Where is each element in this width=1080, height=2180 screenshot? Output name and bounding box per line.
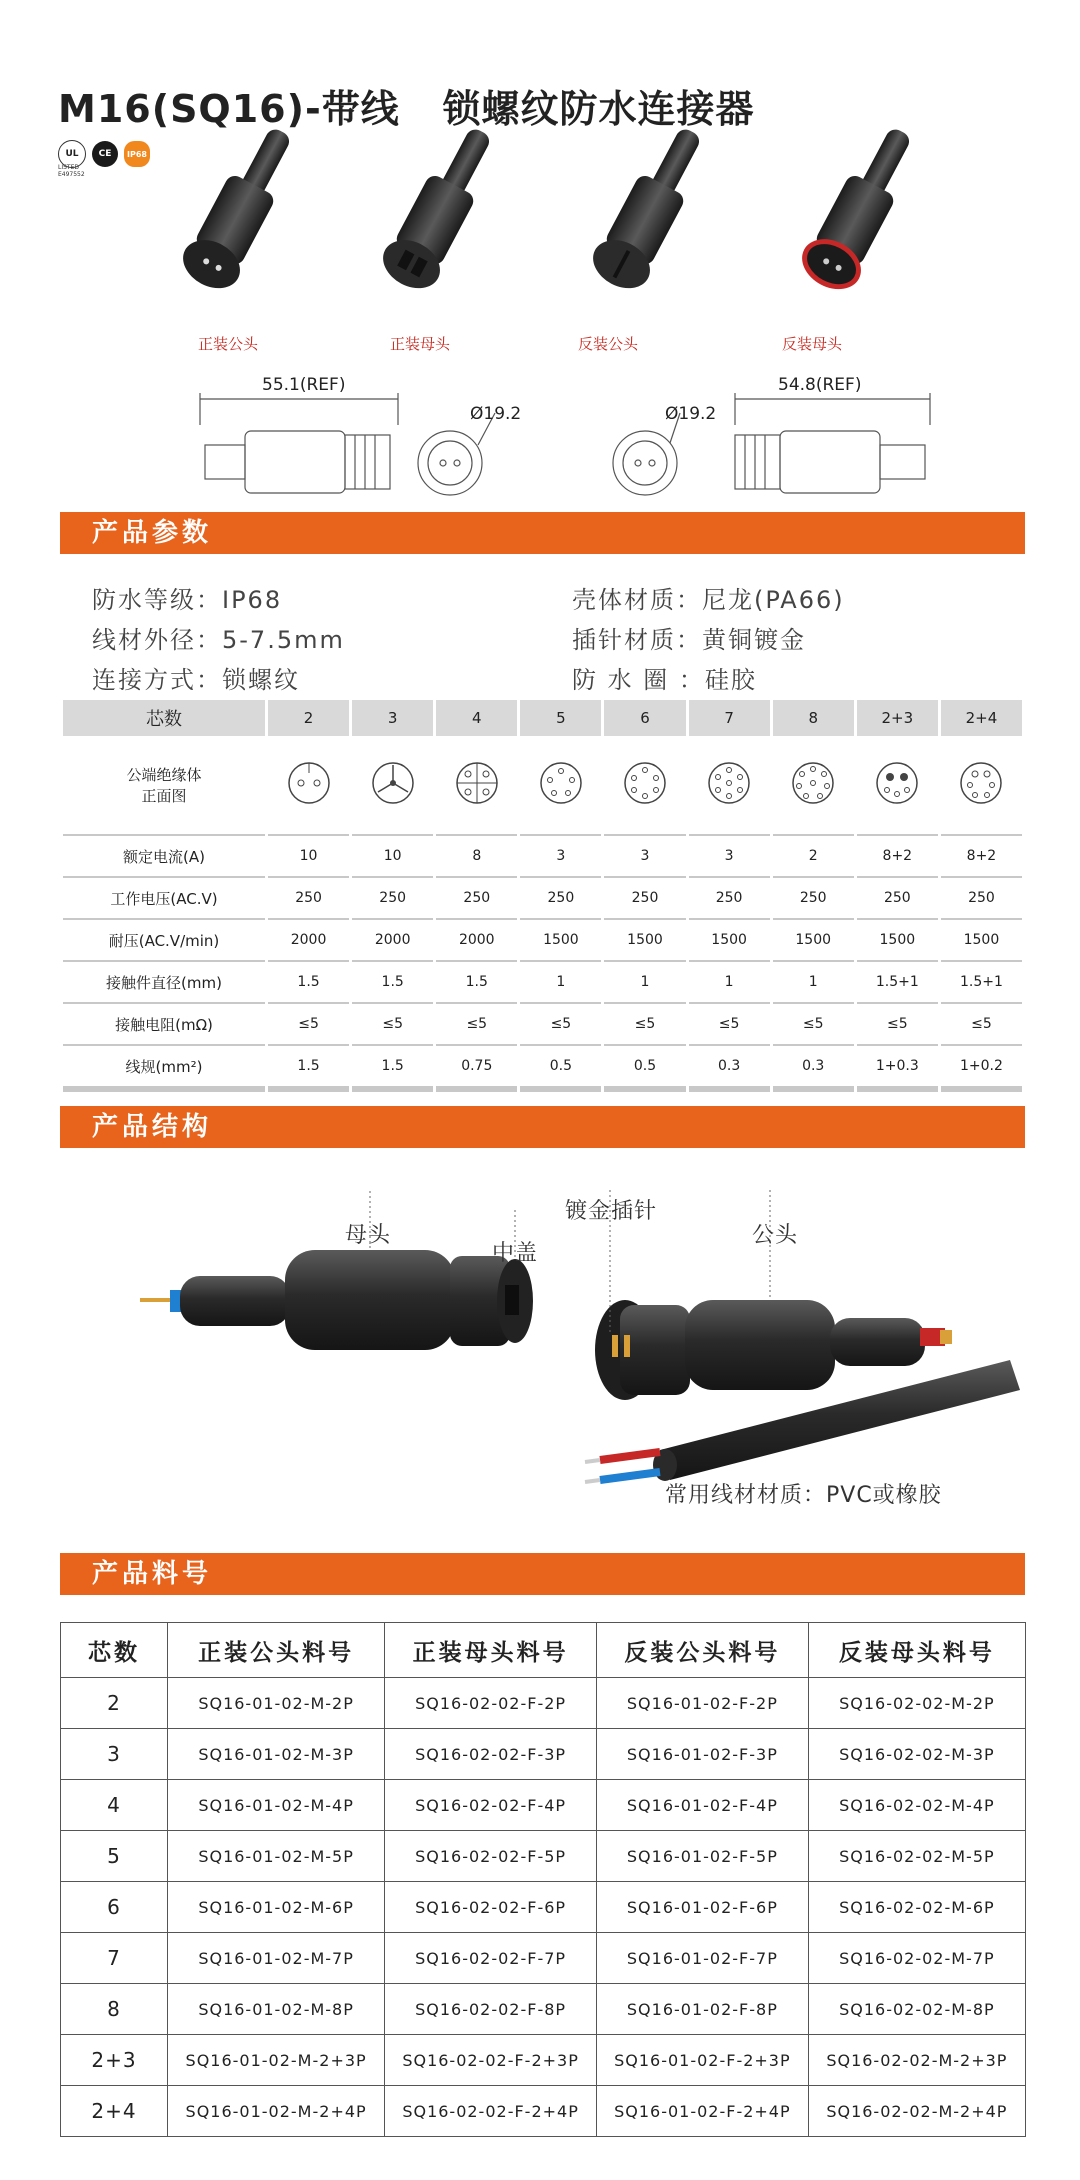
insulator-2plus3-icon: [857, 736, 938, 836]
partno-cell: SQ16-01-02-F-2+3P: [596, 2035, 808, 2086]
spec-cell: 250: [520, 878, 601, 920]
spec-cell: 8+2: [857, 836, 938, 878]
page-title: M16(SQ16)-带线 锁螺纹防水连接器: [58, 87, 755, 131]
spec-cell: 1+0.2: [941, 1046, 1022, 1092]
spec-cell: ≤5: [941, 1004, 1022, 1046]
right-length-label: 54.8(REF): [778, 375, 862, 395]
partno-cell: SQ16-02-02-F-6P: [385, 1882, 597, 1933]
partno-cell: SQ16-02-02-M-2P: [808, 1678, 1025, 1729]
partno-cell: 2+4: [61, 2086, 168, 2137]
left-diameter-label: Ø19.2: [470, 404, 522, 424]
spec-header-row: [63, 700, 1022, 736]
partno-cell: SQ16-01-02-F-3P: [596, 1729, 808, 1780]
spec-cell: 2000: [268, 920, 349, 962]
partno-cell: SQ16-02-02-F-7P: [385, 1933, 597, 1984]
param-pin: 插针材质：黄铜镀金: [572, 626, 806, 654]
partno-cell: SQ16-02-02-M-2+3P: [808, 2035, 1025, 2086]
table-row: [61, 1933, 1026, 1984]
spec-row-label: 线规(mm²): [63, 1046, 265, 1092]
product-label-4: 反装母头: [781, 335, 842, 353]
spec-cell: 1.5+1: [857, 962, 938, 1004]
ce-cert-icon: CE: [92, 141, 118, 167]
partno-header-cell: 反装公头料号: [596, 1623, 808, 1678]
spec-cell: ≤5: [520, 1004, 601, 1046]
insulator-2pin-icon: [268, 736, 349, 836]
male-connector-icon: [595, 1300, 952, 1400]
spec-cell: 3: [689, 836, 770, 878]
ip68-cert-icon: IP68: [124, 141, 150, 167]
spec-row-label: 接触件直径(mm): [63, 962, 265, 1004]
partno-cell: SQ16-02-02-F-4P: [385, 1780, 597, 1831]
partno-cell: SQ16-02-02-F-2+4P: [385, 2086, 597, 2137]
insulator-6pin-icon: [604, 736, 685, 836]
insulator-8pin-icon: [773, 736, 854, 836]
spec-cell: 1.5: [352, 1046, 433, 1092]
label-cap: 中盖: [492, 1241, 539, 1266]
spec-row: [63, 836, 1022, 878]
spec-cell: 1500: [857, 920, 938, 962]
table-row: [61, 1729, 1026, 1780]
partno-cell: SQ16-01-02-F-7P: [596, 1933, 808, 1984]
spec-cell: 1500: [689, 920, 770, 962]
female-plug-reverse-icon: [793, 120, 929, 299]
insulator-7pin-icon: [689, 736, 770, 836]
table-row: [61, 2035, 1026, 2086]
spec-cell: 1: [689, 962, 770, 1004]
param-waterproof: 防水等级：IP68: [92, 586, 283, 614]
spec-core-cell: 4: [436, 700, 517, 736]
spec-cell: 2: [773, 836, 854, 878]
male-plug-front-icon: [175, 120, 309, 298]
spec-cell: 3: [604, 836, 685, 878]
insulator-2plus4-icon: [941, 736, 1022, 836]
spec-cell: 250: [773, 878, 854, 920]
spec-cell: ≤5: [352, 1004, 433, 1046]
spec-cell: ≤5: [773, 1004, 854, 1046]
spec-row-label: 工作电压(AC.V): [63, 878, 265, 920]
spec-cell: 250: [689, 878, 770, 920]
spec-cell: 1: [604, 962, 685, 1004]
insulator-5pin-icon: [520, 736, 601, 836]
table-row: [61, 1678, 1026, 1729]
label-pin: 镀金插针: [565, 1199, 658, 1224]
spec-row: [63, 878, 1022, 920]
spec-cell: 0.5: [604, 1046, 685, 1092]
spec-cell: 250: [268, 878, 349, 920]
partno-cell: SQ16-02-02-M-2+4P: [808, 2086, 1025, 2137]
spec-core-cell: 2: [268, 700, 349, 736]
partno-cell: SQ16-01-02-F-5P: [596, 1831, 808, 1882]
spec-cell: 0.5: [520, 1046, 601, 1092]
partno-cell: SQ16-01-02-M-6P: [168, 1882, 385, 1933]
ul-cert-icon: UL: [58, 140, 86, 168]
spec-cell: 250: [941, 878, 1022, 920]
partno-cell: SQ16-01-02-M-7P: [168, 1933, 385, 1984]
section-partno-header: 产品料号: [60, 1553, 1025, 1595]
spec-cell: 1.5+1: [941, 962, 1022, 1004]
partno-cell: SQ16-01-02-M-5P: [168, 1831, 385, 1882]
spec-cell: ≤5: [604, 1004, 685, 1046]
spec-cell: 250: [604, 878, 685, 920]
spec-core-cell: 6: [604, 700, 685, 736]
icon-row-label-line1: 公端绝缘体: [126, 766, 202, 784]
partno-header-cell: 正装公头料号: [168, 1623, 385, 1678]
table-row: [61, 1831, 1026, 1882]
partno-cell: SQ16-01-02-F-6P: [596, 1882, 808, 1933]
partno-cell: SQ16-01-02-M-2+3P: [168, 2035, 385, 2086]
spec-row-label: 接触电阻(mΩ): [63, 1004, 265, 1046]
spec-core-cell: 2+3: [857, 700, 938, 736]
partno-cell: 6: [61, 1882, 168, 1933]
product-images: [0, 120, 1080, 330]
spec-cell: 2000: [436, 920, 517, 962]
icon-row-label-line2: 正面图: [141, 787, 187, 805]
partno-cell: 7: [61, 1933, 168, 1984]
dimension-drawings: [0, 385, 1080, 505]
spec-cell: ≤5: [436, 1004, 517, 1046]
spec-cell: 1500: [604, 920, 685, 962]
spec-icon-row-label: [63, 736, 265, 836]
partno-cell: SQ16-02-02-F-2+3P: [385, 2035, 597, 2086]
product-label-3: 反装公头: [577, 335, 638, 353]
partno-cell: SQ16-02-02-M-3P: [808, 1729, 1025, 1780]
partno-cell: SQ16-02-02-M-4P: [808, 1780, 1025, 1831]
spec-cell: 1.5: [352, 962, 433, 1004]
spec-cell: 3: [520, 836, 601, 878]
spec-row-label: 耐压(AC.V/min): [63, 920, 265, 962]
param-cable: 线材外径：5-7.5mm: [92, 626, 345, 654]
partno-cell: 5: [61, 1831, 168, 1882]
spec-cell: ≤5: [857, 1004, 938, 1046]
product-label-2: 正装母头: [389, 335, 450, 353]
spec-cell: 1500: [520, 920, 601, 962]
partno-cell: 8: [61, 1984, 168, 2035]
spec-core-cell: 7: [689, 700, 770, 736]
right-diameter-label: Ø19.2: [665, 404, 717, 424]
spec-cell: 1.5: [268, 1046, 349, 1092]
ul-listing-text: LISTED E497552: [58, 164, 85, 178]
partno-cell: 4: [61, 1780, 168, 1831]
spec-core-cell: 5: [520, 700, 601, 736]
spec-cell: 1+0.3: [857, 1046, 938, 1092]
partno-cell: SQ16-02-02-M-8P: [808, 1984, 1025, 2035]
partno-cell: SQ16-01-02-M-2P: [168, 1678, 385, 1729]
spec-cell: 1: [520, 962, 601, 1004]
param-shell: 壳体材质：尼龙(PA66): [572, 586, 845, 614]
left-length-label: 55.1(REF): [262, 375, 346, 395]
spec-core-cell: 2+4: [941, 700, 1022, 736]
partno-header-cell: 反装母头料号: [808, 1623, 1025, 1678]
spec-header-label: 芯数: [63, 700, 265, 736]
spec-cell: 0.75: [436, 1046, 517, 1092]
spec-icon-row: [63, 736, 1022, 836]
spec-row: [63, 962, 1022, 1004]
spec-cell: 10: [352, 836, 433, 878]
partno-cell: SQ16-01-02-F-8P: [596, 1984, 808, 2035]
spec-cell: 250: [352, 878, 433, 920]
product-label-1: 正装公头: [197, 335, 258, 353]
label-male: 公头: [752, 1223, 799, 1248]
partno-cell: SQ16-01-02-F-2P: [596, 1678, 808, 1729]
partno-cell: SQ16-01-02-F-4P: [596, 1780, 808, 1831]
spec-row: [63, 1004, 1022, 1046]
partno-cell: SQ16-02-02-F-8P: [385, 1984, 597, 2035]
label-female: 母头: [345, 1223, 392, 1248]
spec-table: [60, 700, 1025, 1092]
partno-header-row: [61, 1623, 1026, 1678]
partno-cell: SQ16-02-02-M-7P: [808, 1933, 1025, 1984]
insulator-3pin-icon: [352, 736, 433, 836]
spec-cell: 250: [857, 878, 938, 920]
partno-cell: SQ16-01-02-M-4P: [168, 1780, 385, 1831]
partno-cell: SQ16-02-02-M-5P: [808, 1831, 1025, 1882]
female-connector-icon: [140, 1250, 533, 1350]
spec-cell: 1.5: [268, 962, 349, 1004]
partno-cell: SQ16-01-02-F-2+4P: [596, 2086, 808, 2137]
partno-cell: SQ16-02-02-M-6P: [808, 1882, 1025, 1933]
table-row: [61, 1984, 1026, 2035]
partno-cell: 2+3: [61, 2035, 168, 2086]
insulator-4pin-icon: [436, 736, 517, 836]
section-params-header: 产品参数: [60, 512, 1025, 554]
spec-cell: 8+2: [941, 836, 1022, 878]
partno-cell: 2: [61, 1678, 168, 1729]
spec-row: [63, 1046, 1022, 1092]
partno-header-cell: 芯数: [61, 1623, 168, 1678]
spec-cell: 0.3: [773, 1046, 854, 1092]
male-plug-reverse-icon: [585, 120, 719, 298]
spec-cell: 10: [268, 836, 349, 878]
partno-cell: SQ16-02-02-F-2P: [385, 1678, 597, 1729]
label-cable-material: 常用线材材质：PVC或橡胶: [665, 1483, 942, 1508]
spec-core-cell: 3: [352, 700, 433, 736]
spec-core-cell: 8: [773, 700, 854, 736]
spec-cell: 250: [436, 878, 517, 920]
spec-row: [63, 920, 1022, 962]
spec-row-label: 额定电流(A): [63, 836, 265, 878]
partno-cell: SQ16-01-02-M-2+4P: [168, 2086, 385, 2137]
spec-cell: ≤5: [268, 1004, 349, 1046]
table-row: [61, 2086, 1026, 2137]
table-row: [61, 1780, 1026, 1831]
spec-cell: ≤5: [689, 1004, 770, 1046]
spec-cell: 8: [436, 836, 517, 878]
partno-cell: SQ16-02-02-F-3P: [385, 1729, 597, 1780]
partno-cell: SQ16-01-02-M-8P: [168, 1984, 385, 2035]
spec-cell: 2000: [352, 920, 433, 962]
param-connect: 连接方式：锁螺纹: [92, 666, 300, 694]
partno-header-cell: 正装母头料号: [385, 1623, 597, 1678]
spec-cell: 1500: [941, 920, 1022, 962]
section-structure-header: 产品结构: [60, 1106, 1025, 1148]
spec-cell: 1.5: [436, 962, 517, 1004]
table-row: [61, 1882, 1026, 1933]
spec-cell: 1500: [773, 920, 854, 962]
spec-cell: 1: [773, 962, 854, 1004]
female-plug-front-icon: [375, 120, 509, 298]
spec-cell: 0.3: [689, 1046, 770, 1092]
partno-cell: 3: [61, 1729, 168, 1780]
partno-cell: SQ16-02-02-F-5P: [385, 1831, 597, 1882]
structure-illustration: [0, 1190, 1080, 1510]
partno-cell: SQ16-01-02-M-3P: [168, 1729, 385, 1780]
param-seal: 防 水 圈 ：硅胶: [572, 666, 757, 694]
partno-table: [60, 1622, 1026, 2137]
